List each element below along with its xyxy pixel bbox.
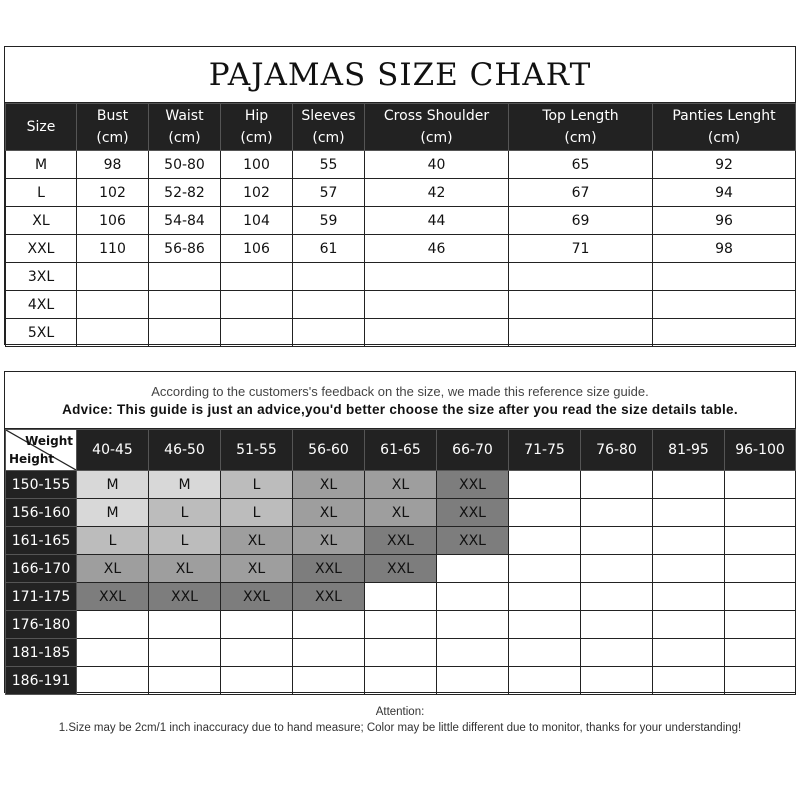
weight-header-cell: 76-80 [581, 430, 653, 471]
measurement-cell: 46 [365, 235, 509, 263]
height-label-cell: 181-185 [6, 639, 77, 667]
height-label-cell: 176-180 [6, 611, 77, 639]
guide-row [6, 471, 796, 499]
measurement-cell: 65 [509, 151, 653, 179]
attention-text: 1.Size may be 2cm/1 inch inaccuracy due to hand measure; Color may be little different due to monitor, thanks for your understanding! [58, 722, 742, 734]
recommended-size-cell [509, 583, 581, 611]
recommended-size-cell [509, 499, 581, 527]
guide-header-row [6, 430, 796, 471]
measurement-cell: 106 [77, 207, 149, 235]
height-label-cell: 166-170 [6, 555, 77, 583]
size-label-cell: XXL [6, 235, 77, 263]
size-chart-row [6, 263, 796, 291]
header-unit: (cm) [564, 130, 597, 146]
height-label-cell: 150-155 [6, 471, 77, 499]
measurement-cell: 50-80 [149, 151, 221, 179]
recommended-size-cell: L [77, 527, 149, 555]
weight-header-cell: 51-55 [221, 430, 293, 471]
recommended-size-cell [725, 555, 796, 583]
recommended-size-cell: XXL [149, 583, 221, 611]
size-label-cell: 4XL [6, 291, 77, 319]
measurement-cell: 98 [77, 151, 149, 179]
chart-title: PAJAMAS SIZE CHART [5, 47, 795, 103]
measurement-cell [149, 263, 221, 291]
recommended-size-cell [77, 667, 149, 695]
size-chart-panel [4, 46, 796, 345]
recommended-size-cell [581, 555, 653, 583]
measurement-cell [653, 291, 796, 319]
recommended-size-cell: XL [293, 499, 365, 527]
size-chart-row [6, 179, 796, 207]
recommended-size-cell: XL [293, 527, 365, 555]
measurement-cell: 94 [653, 179, 796, 207]
weight-header-cell: 81-95 [653, 430, 725, 471]
weight-header-cell: 46-50 [149, 430, 221, 471]
recommended-size-cell [509, 471, 581, 499]
recommended-size-cell [437, 639, 509, 667]
attention-note [0, 706, 800, 734]
recommended-size-cell: XL [149, 555, 221, 583]
guide-row [6, 583, 796, 611]
measurement-cell: 102 [77, 179, 149, 207]
size-label-cell: 5XL [6, 319, 77, 347]
measurement-cell: 110 [77, 235, 149, 263]
measurement-cell [293, 291, 365, 319]
measurement-cell [365, 263, 509, 291]
weight-header-cell: 56-60 [293, 430, 365, 471]
guide-row [6, 499, 796, 527]
recommended-size-cell: L [149, 527, 221, 555]
measurement-cell [509, 263, 653, 291]
measurement-cell [653, 319, 796, 347]
guide-row [6, 639, 796, 667]
recommended-size-cell [581, 611, 653, 639]
recommended-size-cell [581, 471, 653, 499]
header-unit: (cm) [707, 130, 741, 146]
size-label-cell: M [6, 151, 77, 179]
recommended-size-cell: XXL [437, 471, 509, 499]
measurement-cell: 67 [509, 179, 653, 207]
guide-row [6, 667, 796, 695]
measurement-cell [149, 291, 221, 319]
header-label: Panties Lenght [672, 108, 776, 124]
recommended-size-cell: XXL [221, 583, 293, 611]
recommended-size-cell [221, 639, 293, 667]
measurement-cell: 106 [221, 235, 293, 263]
recommended-size-cell [725, 471, 796, 499]
size-chart-row [6, 291, 796, 319]
header-unit: (cm) [168, 130, 201, 146]
recommended-size-cell [365, 611, 437, 639]
header-unit: (cm) [312, 130, 345, 146]
guide-note [5, 372, 795, 429]
measurement-cell [221, 291, 293, 319]
recommended-size-cell: XXL [293, 583, 365, 611]
measurement-cell [509, 291, 653, 319]
header-label: Bust [96, 108, 129, 124]
size-label-cell: 3XL [6, 263, 77, 291]
recommended-size-cell: XL [365, 471, 437, 499]
recommended-size-cell [365, 583, 437, 611]
weight-header-cell: 66-70 [437, 430, 509, 471]
recommended-size-cell [653, 471, 725, 499]
measurement-cell: 59 [293, 207, 365, 235]
recommended-size-cell [509, 667, 581, 695]
recommended-size-cell [221, 611, 293, 639]
measurement-cell: 98 [653, 235, 796, 263]
measurement-cell: 61 [293, 235, 365, 263]
recommended-size-cell [509, 555, 581, 583]
recommended-size-cell: M [149, 471, 221, 499]
recommended-size-cell [293, 667, 365, 695]
height-label-cell: 161-165 [6, 527, 77, 555]
recommended-size-cell [149, 667, 221, 695]
recommended-size-cell [509, 527, 581, 555]
size-chart-row [6, 319, 796, 347]
size-chart-row [6, 235, 796, 263]
size-chart-header-cell [509, 104, 653, 151]
recommended-size-cell: L [149, 499, 221, 527]
recommended-size-cell [653, 555, 725, 583]
recommended-size-cell [653, 527, 725, 555]
recommended-size-cell [653, 583, 725, 611]
recommended-size-cell: XXL [365, 555, 437, 583]
measurement-cell [653, 263, 796, 291]
measurement-cell [365, 291, 509, 319]
guide-body [6, 471, 796, 695]
recommended-size-cell [653, 499, 725, 527]
size-guide-panel [4, 371, 796, 693]
recommended-size-cell: M [77, 471, 149, 499]
recommended-size-cell [581, 667, 653, 695]
size-chart-row [6, 207, 796, 235]
recommended-size-cell [725, 499, 796, 527]
recommended-size-cell [293, 639, 365, 667]
recommended-size-cell [437, 583, 509, 611]
recommended-size-cell [437, 555, 509, 583]
weight-header-cell: 61-65 [365, 430, 437, 471]
size-chart-header-cell [293, 104, 365, 151]
measurement-cell: 96 [653, 207, 796, 235]
measurement-cell: 69 [509, 207, 653, 235]
guide-corner-cell [6, 430, 77, 471]
weight-header-cell: 71-75 [509, 430, 581, 471]
recommended-size-cell [653, 639, 725, 667]
recommended-size-cell: XXL [77, 583, 149, 611]
measurement-cell [77, 263, 149, 291]
height-label-cell: 186-191 [6, 667, 77, 695]
guide-row [6, 611, 796, 639]
measurement-cell [365, 319, 509, 347]
guide-note-line1: According to the customers's feedback on the size, we made this reference size guide. [151, 383, 649, 399]
measurement-cell [77, 319, 149, 347]
guide-advice: Advice: This guide is just an advice,you'd better choose the size after you read the size details table. [62, 401, 738, 417]
measurement-cell: 92 [653, 151, 796, 179]
measurement-cell [221, 263, 293, 291]
header-label: Waist [165, 108, 204, 124]
weight-header-cell: 40-45 [77, 430, 149, 471]
recommended-size-cell: XXL [365, 527, 437, 555]
recommended-size-cell [437, 667, 509, 695]
recommended-size-cell: XXL [293, 555, 365, 583]
recommended-size-cell [725, 583, 796, 611]
recommended-size-cell [581, 527, 653, 555]
header-unit: (cm) [240, 130, 273, 146]
recommended-size-cell [653, 611, 725, 639]
recommended-size-cell: L [221, 499, 293, 527]
attention-title: Attention: [375, 706, 425, 718]
header-unit: (cm) [420, 130, 453, 146]
header-label: Size [26, 119, 56, 135]
recommended-size-cell [581, 499, 653, 527]
recommended-size-cell [725, 527, 796, 555]
recommended-size-cell: XXL [437, 499, 509, 527]
recommended-size-cell: XL [77, 555, 149, 583]
recommended-size-cell [149, 611, 221, 639]
recommended-size-cell [77, 639, 149, 667]
measurement-cell: 71 [509, 235, 653, 263]
recommended-size-cell [725, 639, 796, 667]
guide-row [6, 555, 796, 583]
height-label-cell: 156-160 [6, 499, 77, 527]
measurement-cell: 42 [365, 179, 509, 207]
size-chart-body [6, 151, 796, 347]
header-label: Sleeves [301, 108, 356, 124]
recommended-size-cell [509, 639, 581, 667]
measurement-cell: 102 [221, 179, 293, 207]
recommended-size-cell: XL [221, 555, 293, 583]
header-label: Cross Shoulder [383, 108, 490, 124]
corner-height-label: Height [9, 452, 55, 466]
recommended-size-cell: XL [365, 499, 437, 527]
measurement-cell: 57 [293, 179, 365, 207]
header-label: Top Length [542, 108, 619, 124]
size-chart-header-cell [77, 104, 149, 151]
corner-weight-label: Weight [25, 434, 73, 448]
size-chart-header-cell [221, 104, 293, 151]
recommended-size-cell [581, 583, 653, 611]
measurement-cell: 104 [221, 207, 293, 235]
measurement-cell [293, 263, 365, 291]
measurement-cell [221, 319, 293, 347]
weight-header-cell: 96-100 [725, 430, 796, 471]
measurement-cell: 100 [221, 151, 293, 179]
recommended-size-cell [437, 611, 509, 639]
measurement-cell: 44 [365, 207, 509, 235]
recommended-size-cell [77, 611, 149, 639]
recommended-size-cell: XXL [437, 527, 509, 555]
measurement-cell: 56-86 [149, 235, 221, 263]
recommended-size-cell [149, 639, 221, 667]
size-chart-row [6, 151, 796, 179]
size-label-cell: L [6, 179, 77, 207]
recommended-size-cell: M [77, 499, 149, 527]
recommended-size-cell [725, 667, 796, 695]
header-unit: (cm) [96, 130, 129, 146]
recommended-size-cell [221, 667, 293, 695]
size-chart-header-cell [149, 104, 221, 151]
recommended-size-cell [509, 611, 581, 639]
size-chart-header-cell [6, 104, 77, 151]
recommended-size-cell [365, 639, 437, 667]
size-chart-header-cell [365, 104, 509, 151]
height-label-cell: 171-175 [6, 583, 77, 611]
measurement-cell: 54-84 [149, 207, 221, 235]
size-chart-header-row [6, 104, 796, 151]
recommended-size-cell [293, 611, 365, 639]
header-label: Hip [244, 108, 269, 124]
size-chart-header-cell [653, 104, 796, 151]
recommended-size-cell: XL [293, 471, 365, 499]
measurement-cell [509, 319, 653, 347]
recommended-size-cell [581, 639, 653, 667]
size-guide-table [5, 429, 796, 695]
recommended-size-cell [725, 611, 796, 639]
recommended-size-cell [365, 667, 437, 695]
recommended-size-cell: L [221, 471, 293, 499]
measurement-cell: 55 [293, 151, 365, 179]
size-label-cell: XL [6, 207, 77, 235]
size-chart-table [5, 103, 796, 347]
measurement-cell [77, 291, 149, 319]
measurement-cell [293, 319, 365, 347]
measurement-cell [149, 319, 221, 347]
recommended-size-cell: XL [221, 527, 293, 555]
measurement-cell: 40 [365, 151, 509, 179]
recommended-size-cell [653, 667, 725, 695]
guide-row [6, 527, 796, 555]
measurement-cell: 52-82 [149, 179, 221, 207]
